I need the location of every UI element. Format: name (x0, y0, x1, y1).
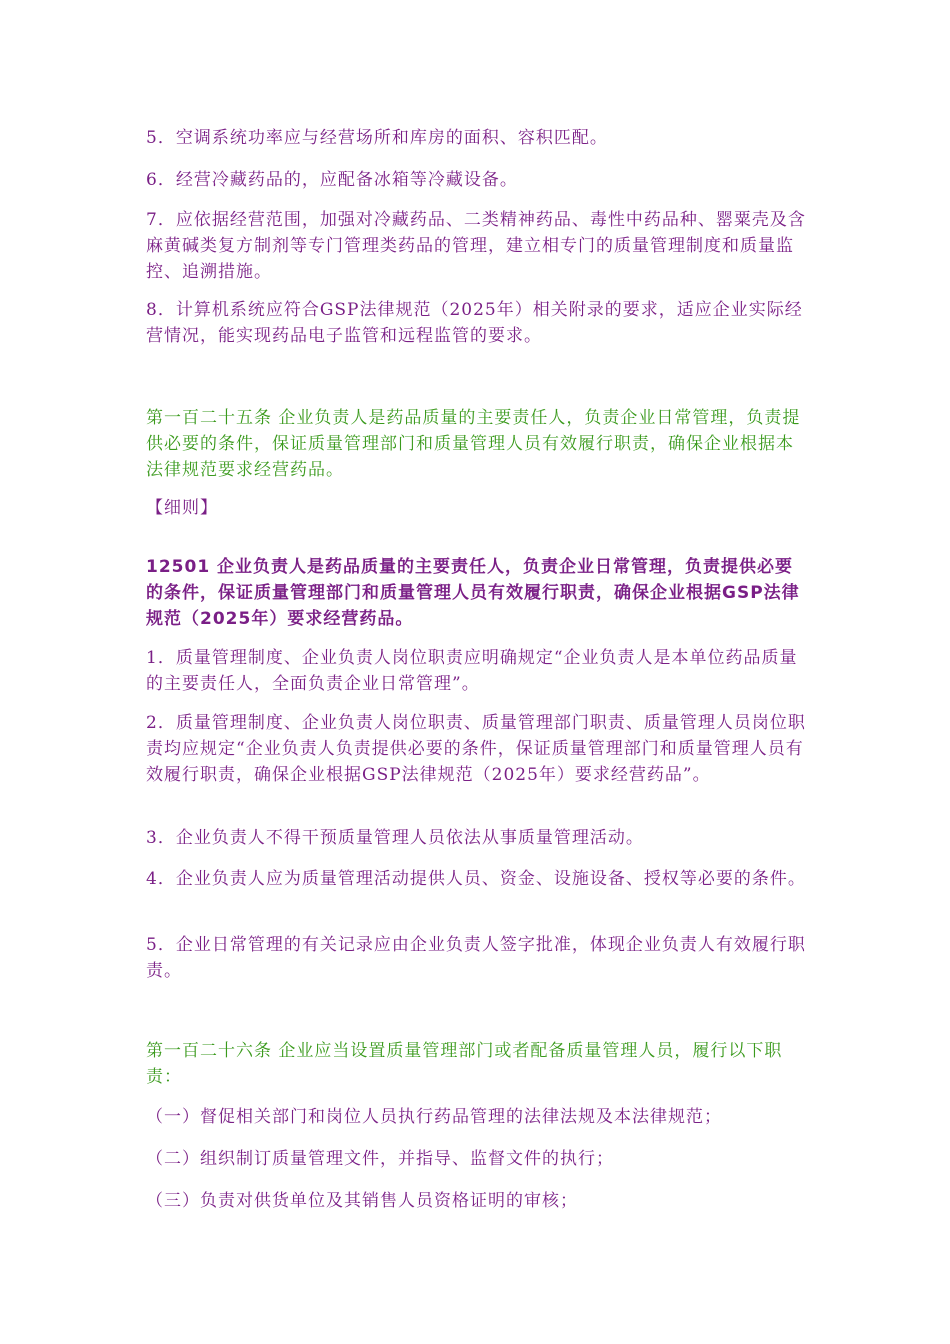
rule-heading-12501: 12501 企业负责人是药品质量的主要责任人，负责企业日常管理，负责提供必要的条件，保证质量管理部门和质量管理人员有效履行职责，确保企业根据GSP法律规范（2025年）要求经营药品。 (146, 557, 800, 629)
list-item: 1．质量管理制度、企业负责人岗位职责应明确规定“企业负责人是本单位药品质量的主要责任人，全面负责企业日常管理”。 (146, 648, 798, 694)
article-125: 第一百二十五条 企业负责人是药品质量的主要责任人，负责企业日常管理，负责提供必要的条件，保证质量管理部门和质量管理人员有效履行职责，确保企业根据本法律规范要求经营药品。 (146, 408, 801, 480)
list-item: （三）负责对供货单位及其销售人员资格证明的审核； (146, 1191, 578, 1211)
rules-label: 【细则】 (146, 498, 218, 518)
list-item: 6．经营冷藏药品的，应配备冰箱等冷藏设备。 (146, 170, 518, 190)
list-item: （二）组织制订质量管理文件，并指导、监督文件的执行； (146, 1149, 614, 1169)
list-item: 2．质量管理制度、企业负责人岗位职责、质量管理部门职责、质量管理人员岗位职责均应规定“企业负责人负责提供必要的条件，保证质量管理部门和质量管理人员有效履行职责，确保企业根据GSP法律规范（2025年）要求经营药品”。 (146, 713, 806, 785)
article-126: 第一百二十六条 企业应当设置质量管理部门或者配备质量管理人员，履行以下职责： (146, 1041, 783, 1087)
list-item: （一）督促相关部门和岗位人员执行药品管理的法律法规及本法律规范； (146, 1107, 722, 1127)
list-item: 8．计算机系统应符合GSP法律规范（2025年）相关附录的要求，适应企业实际经营情况，能实现药品电子监管和远程监管的要求。 (146, 300, 803, 346)
list-item: 3．企业负责人不得干预质量管理人员依法从事质量管理活动。 (146, 828, 644, 848)
list-item: 7．应依据经营范围，加强对冷藏药品、二类精神药品、毒性中药品种、罂粟壳及含麻黄碱类复方制剂等专门管理类药品的管理，建立相专门的质量管理制度和质量监控、追溯措施。 (146, 210, 806, 282)
list-item: 5．空调系统功率应与经营场所和库房的面积、容积匹配。 (146, 128, 608, 148)
list-item: 4．企业负责人应为质量管理活动提供人员、资金、设施设备、授权等必要的条件。 (146, 869, 806, 889)
list-item: 5．企业日常管理的有关记录应由企业负责人签字批准，体现企业负责人有效履行职责。 (146, 935, 806, 981)
